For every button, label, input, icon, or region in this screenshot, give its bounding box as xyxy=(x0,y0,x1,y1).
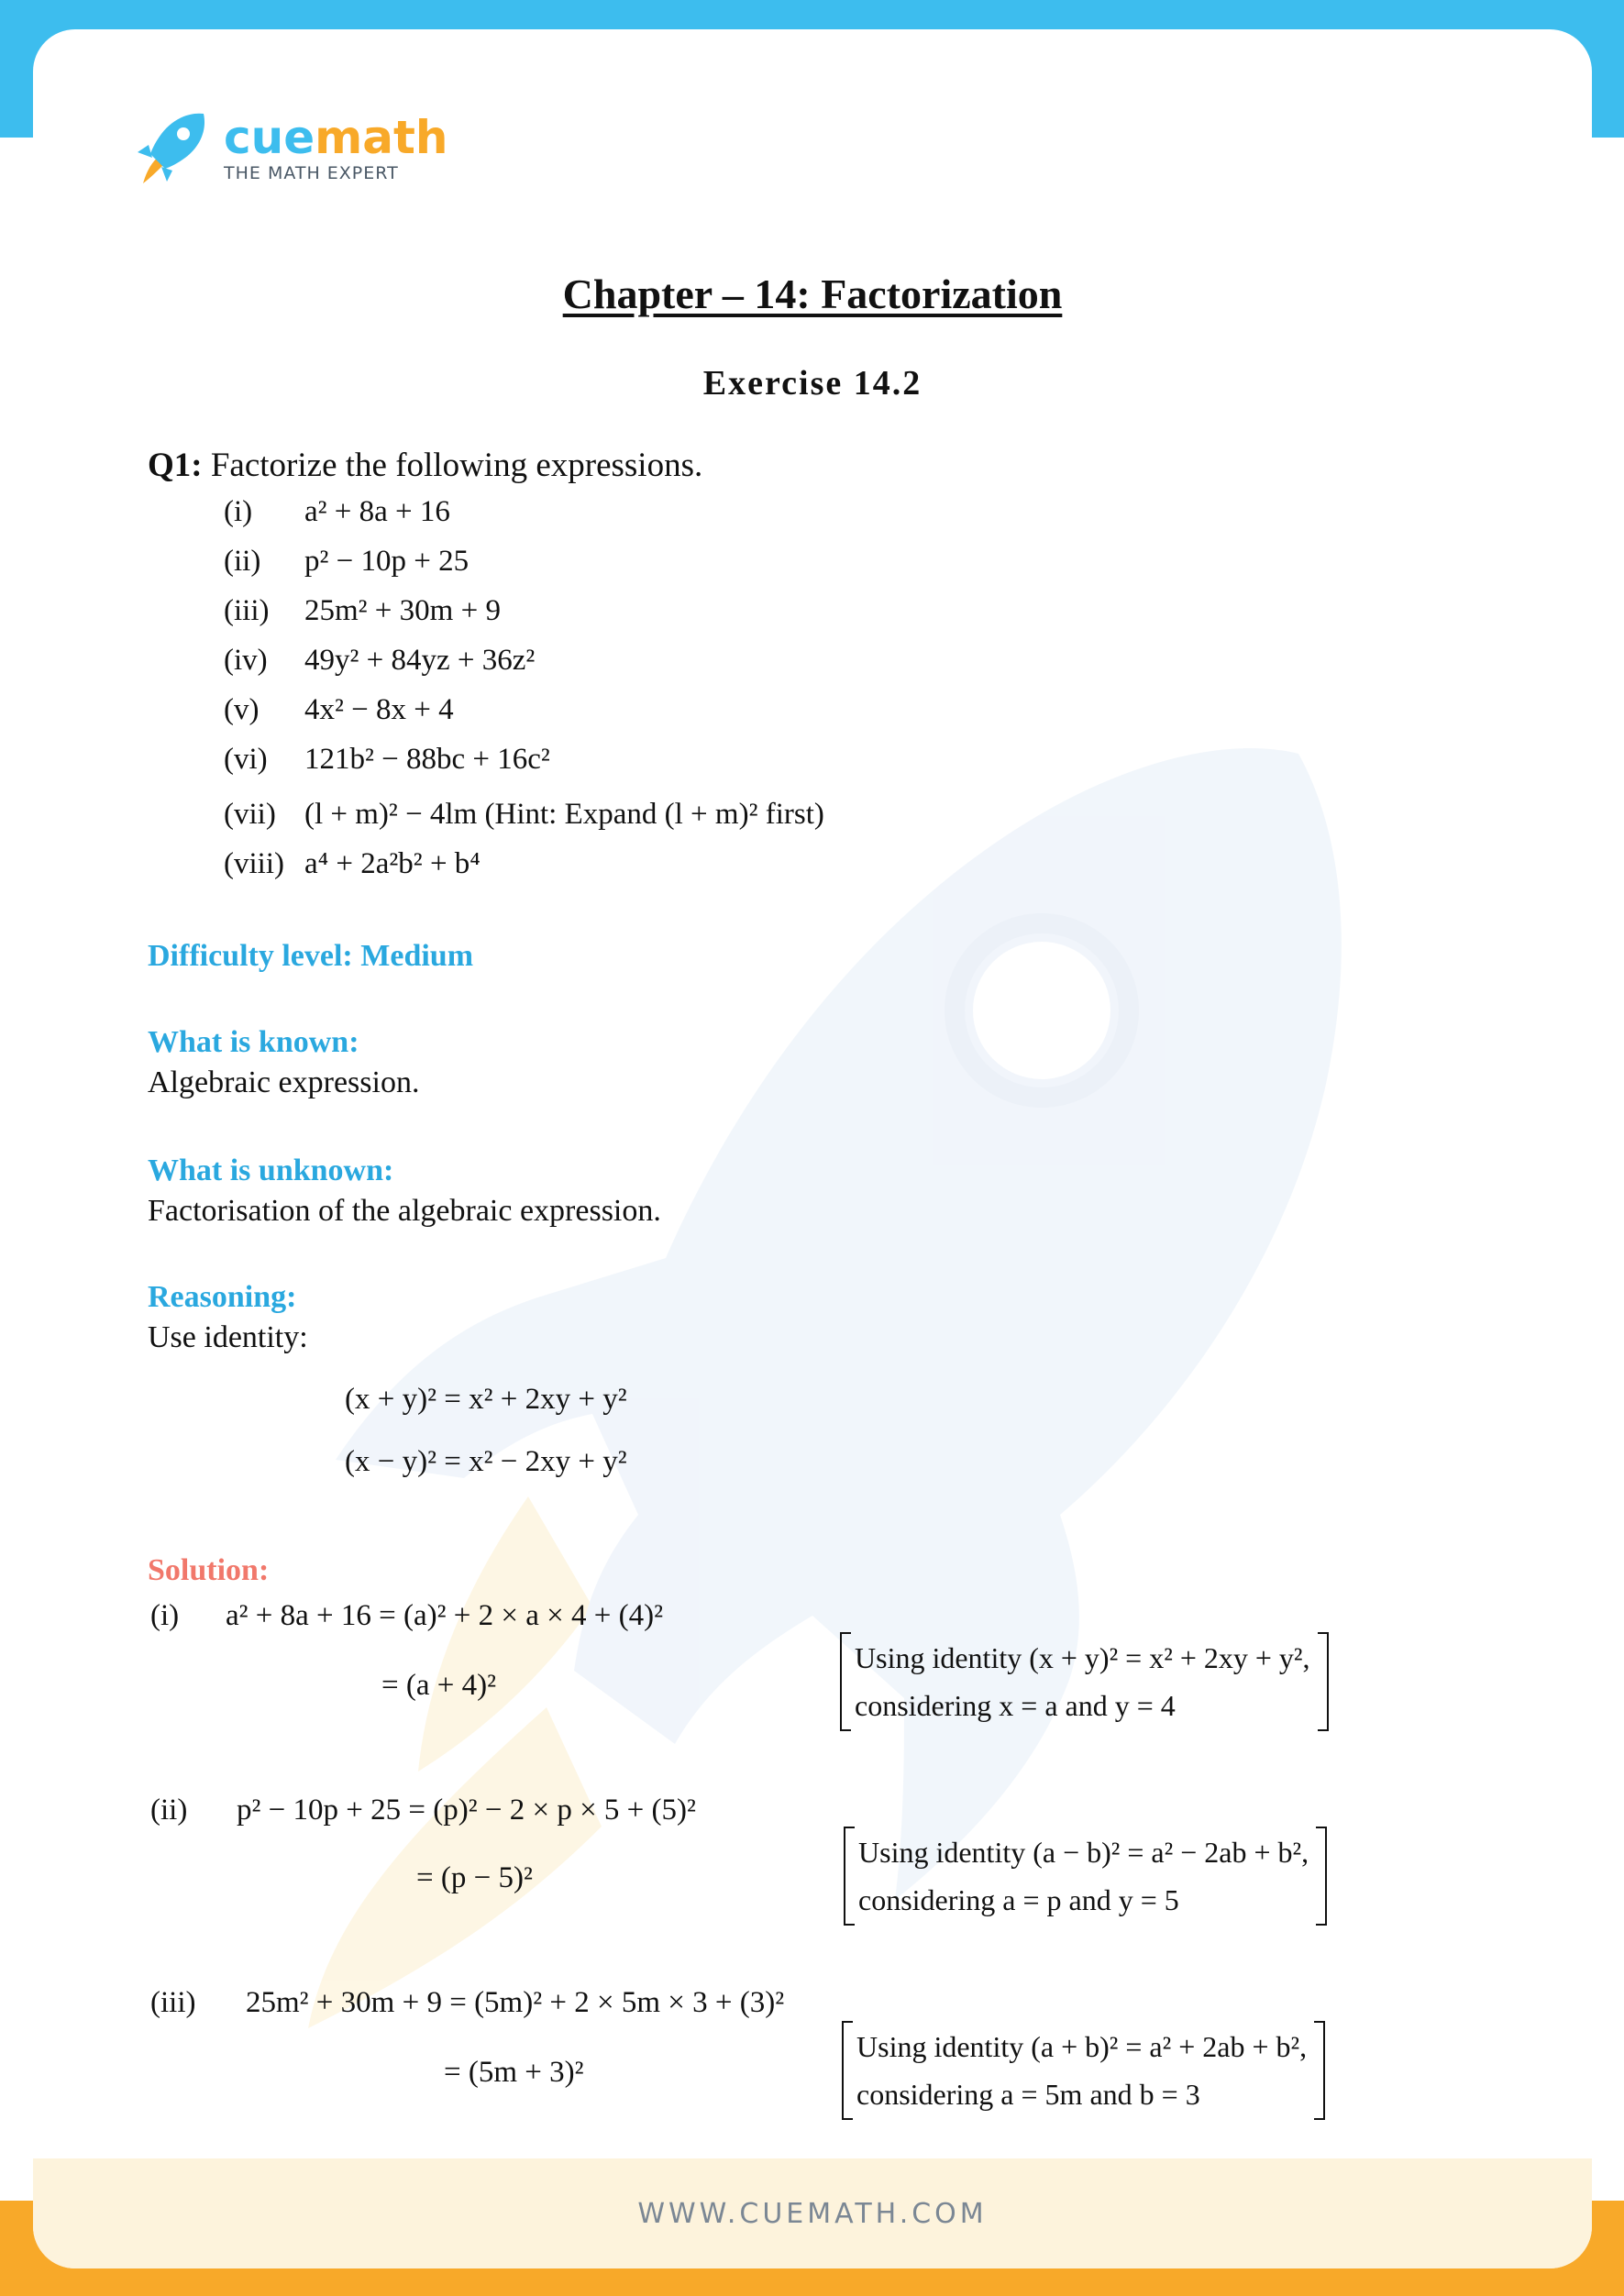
chapter-title: Chapter – 14: Factorization xyxy=(562,270,1063,317)
question-item: (iii) 25m² + 30m + 9 xyxy=(224,594,501,627)
solution-result: = (p − 5)² xyxy=(416,1861,533,1894)
question-label: Q1: xyxy=(148,447,203,484)
exercise-title: Exercise 14.2 xyxy=(702,364,922,403)
identity-note: Using identity (a − b)² = a² − 2ab + b², considering a = p and y = 5 xyxy=(844,1827,1327,1926)
unknown-heading: What is unknown: xyxy=(148,1154,394,1187)
identity-note: Using identity (x + y)² = x² + 2xy + y², considering x = a and y = 4 xyxy=(840,1632,1329,1731)
question-item: (iv) 49y² + 84yz + 36z² xyxy=(224,644,536,677)
solution-step: 25m² + 30m + 9 = (5m)² + 2 × 5m × 3 + (3)² xyxy=(246,1986,785,2019)
solution-step: a² + 8a + 16 = (a)² + 2 × a × 4 + (4)² xyxy=(226,1599,664,1632)
solution-step: p² − 10p + 25 = (p)² − 2 × p × 5 + (5)² xyxy=(237,1794,696,1827)
question-item: (ii) p² − 10p + 25 xyxy=(224,545,470,578)
identity-formula: (x + y)² = x² + 2xy + y² xyxy=(345,1383,627,1416)
reasoning-text: Use identity: xyxy=(148,1320,308,1354)
footer xyxy=(33,2158,1592,2268)
solution-heading: Solution: xyxy=(148,1553,270,1587)
solution-number: (ii) xyxy=(150,1794,188,1827)
question-prompt xyxy=(148,446,702,485)
unknown-text: Factorisation of the algebraic expression. xyxy=(148,1194,661,1228)
identity-formula: (x − y)² = x² − 2xy + y² xyxy=(345,1445,627,1478)
question-item: (i) a² + 8a + 16 xyxy=(224,495,450,528)
solution-number: (i) xyxy=(150,1599,180,1632)
footer-url[interactable]: WWW.CUEMATH.COM xyxy=(637,2197,988,2230)
brand-tagline: THE MATH EXPERT xyxy=(224,163,399,183)
document-page xyxy=(33,29,1592,2268)
identity-note: Using identity (a + b)² = a² + 2ab + b², considering a = 5m and b = 3 xyxy=(842,2021,1325,2120)
solution-number: (iii) xyxy=(150,1986,196,2019)
known-heading: What is known: xyxy=(148,1025,359,1059)
question-item: (viii) a⁴ + 2a²b² + b⁴ xyxy=(224,847,481,880)
solution-result: = (5m + 3)² xyxy=(444,2056,584,2089)
question-text: Factorize the following expressions. xyxy=(210,447,703,484)
question-item: (vii) (l + m)² − 4lm (Hint: Expand (l + m)² first) xyxy=(224,798,824,831)
question-item: (v) 4x² − 8x + 4 xyxy=(224,693,454,726)
known-text: Algebraic expression. xyxy=(148,1065,420,1099)
question-item: (vi) 121b² − 88bc + 16c² xyxy=(224,743,550,776)
reasoning-heading: Reasoning: xyxy=(148,1280,297,1314)
brand-name: cuemath xyxy=(224,111,448,164)
solution-result: = (a + 4)² xyxy=(381,1669,496,1702)
difficulty-heading: Difficulty level: Medium xyxy=(148,939,474,973)
